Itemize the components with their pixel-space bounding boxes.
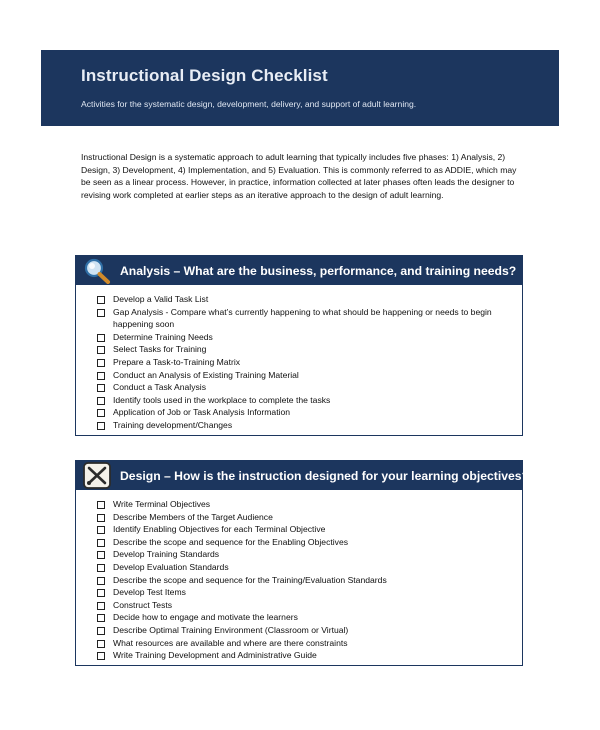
design-header — [76, 461, 530, 490]
checkbox[interactable] — [97, 359, 105, 367]
checklist-item-label: Describe the scope and sequence for the Enabling Objectives — [113, 536, 349, 547]
checklist-item-label: Describe Optimal Training Environment (Classroom or Virtual) — [113, 624, 349, 635]
checklist-item — [97, 637, 512, 650]
checklist-item — [97, 548, 512, 561]
checkbox[interactable] — [97, 514, 105, 522]
checklist-item-label: What resources are available and where are there constraints — [113, 637, 348, 648]
checklist-item-label: Select Tasks for Training — [113, 344, 207, 355]
checkbox[interactable] — [97, 384, 105, 392]
checkbox[interactable] — [97, 564, 105, 572]
checklist-item-label: Describe Members of the Target Audience — [113, 511, 273, 522]
checklist-item-label: Develop a Valid Task List — [113, 294, 209, 304]
page-subtitle: Activities for the systematic design, development, delivery, and support of adult learning. — [81, 99, 417, 109]
checkbox[interactable] — [97, 346, 105, 354]
checklist-item — [97, 369, 512, 382]
checklist-item — [97, 624, 512, 637]
design-checklist — [76, 490, 522, 665]
checklist-item — [97, 343, 512, 356]
checklist-item-label: Identify Enabling Objectives for each Terminal Objective — [113, 524, 326, 535]
checkbox[interactable] — [97, 422, 105, 430]
design-section — [75, 460, 530, 666]
page-title: Instructional Design Checklist — [81, 66, 328, 85]
analysis-section — [75, 255, 523, 436]
checklist-item-label: Conduct an Analysis of Existing Training Material — [113, 369, 299, 380]
checklist-item-label: Training development/Changes — [113, 419, 233, 430]
analysis-heading: Analysis – What are the business, performance, and training needs? — [120, 263, 517, 278]
design-heading: Design – How is the instruction designed for your learning objectives? — [120, 468, 530, 483]
checklist-item-label: Write Terminal Objectives — [113, 499, 211, 509]
checklist-item — [97, 419, 512, 432]
checklist-item — [97, 306, 512, 331]
magnifier-icon — [82, 257, 112, 284]
checklist-item-label: Decide how to engage and motivate the learners — [113, 612, 298, 623]
header-banner — [41, 50, 559, 126]
checklist-item — [97, 561, 512, 574]
checklist-item — [97, 523, 512, 536]
checkbox[interactable] — [97, 640, 105, 648]
checklist-item — [97, 293, 512, 306]
checklist-item — [97, 381, 512, 394]
checklist-item-label: Identify tools used in the workplace to complete the tasks — [113, 394, 331, 405]
intro-paragraph: Instructional Design is a systematic approach to adult learning that typically includes five phases: 1) Analysis, 2) Design, 3) Development, 4) Implementation, and 5) Evaluation. This is commonly referred to as ADDIE, which may be seen as a linear process. However, in practice, information collected at later phases often leads the designer to revising work completed at earlier steps as an iterative approach to the design of adult learning. — [81, 152, 517, 200]
checklist-item-label: Write Training Development and Administrative Guide — [113, 650, 317, 661]
checklist-item — [97, 394, 512, 407]
checklist-item — [97, 356, 512, 369]
checklist-item-label: Prepare a Task-to-Training Matrix — [113, 356, 241, 367]
checklist-item — [97, 498, 512, 511]
design-tools-icon — [82, 462, 112, 489]
checkbox[interactable] — [97, 614, 105, 622]
checklist-item — [97, 649, 512, 662]
checkbox[interactable] — [97, 577, 105, 585]
checklist-item — [97, 536, 512, 549]
checklist-item — [97, 511, 512, 524]
checkbox[interactable] — [97, 334, 105, 342]
checkbox[interactable] — [97, 309, 105, 317]
checklist-item-label: Develop Training Standards — [113, 549, 220, 560]
checkbox[interactable] — [97, 296, 105, 304]
checklist-item-label: Describe the scope and sequence for the Training/Evaluation Standards — [113, 574, 387, 585]
checklist-item — [97, 331, 512, 344]
checkbox[interactable] — [97, 372, 105, 380]
checkbox[interactable] — [97, 409, 105, 417]
checklist-item-label: Application of Job or Task Analysis Information — [113, 407, 291, 418]
checkbox[interactable] — [97, 602, 105, 610]
analysis-header — [76, 256, 522, 285]
checkbox[interactable] — [97, 652, 105, 660]
checkbox[interactable] — [97, 526, 105, 534]
checklist-item — [97, 574, 512, 587]
checkbox[interactable] — [97, 397, 105, 405]
checklist-item — [97, 599, 512, 612]
checklist-item-label: Determine Training Needs — [113, 331, 213, 342]
checklist-item-label: Develop Evaluation Standards — [113, 561, 229, 572]
checklist-item — [97, 586, 512, 599]
checklist-item-label: Construct Tests — [113, 599, 173, 610]
analysis-checklist — [76, 285, 522, 435]
checklist-item — [97, 611, 512, 624]
checkbox[interactable] — [97, 589, 105, 597]
checkbox[interactable] — [97, 551, 105, 559]
checkbox[interactable] — [97, 627, 105, 635]
checkbox[interactable] — [97, 501, 105, 509]
checklist-item — [97, 406, 512, 419]
checklist-item-label: Gap Analysis - Compare what’s currently happening to what should be happening or needs to begin happening soon — [113, 306, 492, 330]
checklist-item-label: Develop Test Items — [113, 587, 186, 598]
checklist-item-label: Conduct a Task Analysis — [113, 382, 206, 393]
checkbox[interactable] — [97, 539, 105, 547]
